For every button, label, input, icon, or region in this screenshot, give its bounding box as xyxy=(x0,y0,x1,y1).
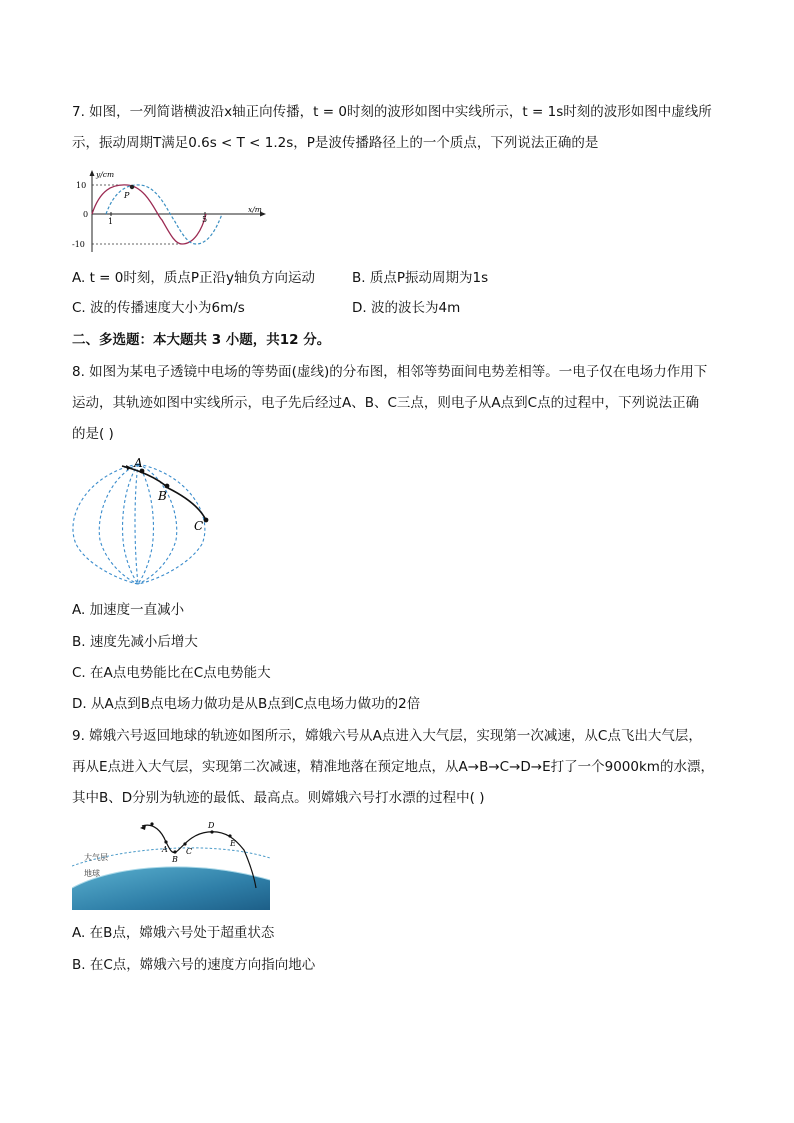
q7-stem-line-1: 7. 如图，一列简谐横波沿x轴正向传播，t = 0时刻的波形如图中实线所示，t = 1s时刻的波形如图中虚线所 xyxy=(72,104,712,120)
q7-option-a: A. t = 0时刻，质点P正沿y轴负方向运动 xyxy=(72,270,315,286)
label-c: C xyxy=(194,519,204,533)
point-c-marker xyxy=(204,518,209,523)
y-axis-label: y/cm xyxy=(96,170,115,179)
label-d: D xyxy=(208,821,215,830)
q8-stem-line-2: 运动，其轨迹如图中实线所示，电子先后经过A、B、C三点，则电子从A点到C点的过程中，下列说法正确 xyxy=(72,395,700,411)
point-p-label: P xyxy=(124,191,130,200)
q7-option-b: B. 质点P振动周期为1s xyxy=(352,270,489,286)
q8-stem-line-1: 8. 如图为某电子透镜中电场的等势面(虚线)的分布图，相邻等势面间电势差相等。一电子仅在电场力作用下 xyxy=(72,364,708,380)
tick-neg10: -10 xyxy=(72,240,85,249)
label-e: E xyxy=(230,839,236,848)
tick-5: 5 xyxy=(202,215,208,224)
point-p-marker xyxy=(130,185,134,189)
q9-stem-line-2: 再从E点进入大气层，实现第二次减速，精准地落在预定地点，从A→B→C→D→E打了一个9000km的水漂， xyxy=(72,759,714,775)
q9-option-a: A. 在B点，嫦娥六号处于超重状态 xyxy=(72,925,275,941)
q8-stem-line-3: 的是( ) xyxy=(72,426,114,442)
section-2-heading: 二、多选题：本大题共 3 小题，共12 分。 xyxy=(72,332,331,348)
q8-option-c: C. 在A点电势能比在C点电势能大 xyxy=(72,665,271,681)
point-e-marker xyxy=(228,834,231,837)
q8-option-a: A. 加速度一直减小 xyxy=(72,602,185,618)
label-b: B xyxy=(158,489,167,503)
point-b-marker xyxy=(173,850,176,853)
q9-stem-line-1: 9. 嫦娥六号返回地球的轨迹如图所示，嫦娥六号从A点进入大气层，实现第一次减速，从C点飞出大气层， xyxy=(72,728,702,744)
q7-stem-line-2: 示，振动周期T满足0.6s < T < 1.2s，P是波传播路径上的一个质点，下列说法正确的是 xyxy=(72,135,599,151)
q8-equipotential-figure xyxy=(68,456,218,588)
label-c: C xyxy=(186,847,193,856)
x-axis-label: x/m xyxy=(248,205,262,214)
q9-option-b: B. 在C点，嫦娥六号的速度方向指向地心 xyxy=(72,957,316,973)
q9-stem-line-3: 其中B、D分别为轨迹的最低、最高点。则嫦娥六号打水漂的过程中( ) xyxy=(72,790,485,806)
atmosphere-label: 大气层 xyxy=(84,853,108,862)
point-c-marker xyxy=(183,842,186,845)
label-a: A xyxy=(162,845,168,854)
tick-1: 1 xyxy=(108,217,114,226)
tick-0: 0 xyxy=(83,210,89,219)
tick-10: 10 xyxy=(76,181,87,190)
point-a-marker xyxy=(164,840,167,843)
point-b-marker xyxy=(165,484,170,489)
q9-trajectory-figure xyxy=(72,820,272,910)
q8-option-d: D. 从A点到B点电场力做功是从B点到C点电场力做功的2倍 xyxy=(72,696,421,712)
earth-label: 地球 xyxy=(84,869,100,878)
q8-option-b: B. 速度先减小后增大 xyxy=(72,634,198,650)
point-d-marker xyxy=(210,830,213,833)
label-b: B xyxy=(172,855,178,864)
q7-option-d: D. 波的波长为4m xyxy=(352,300,461,316)
q7-option-c: C. 波的传播速度大小为6m/s xyxy=(72,300,245,316)
label-a: A xyxy=(134,456,143,470)
q7-wave-figure xyxy=(72,168,272,254)
